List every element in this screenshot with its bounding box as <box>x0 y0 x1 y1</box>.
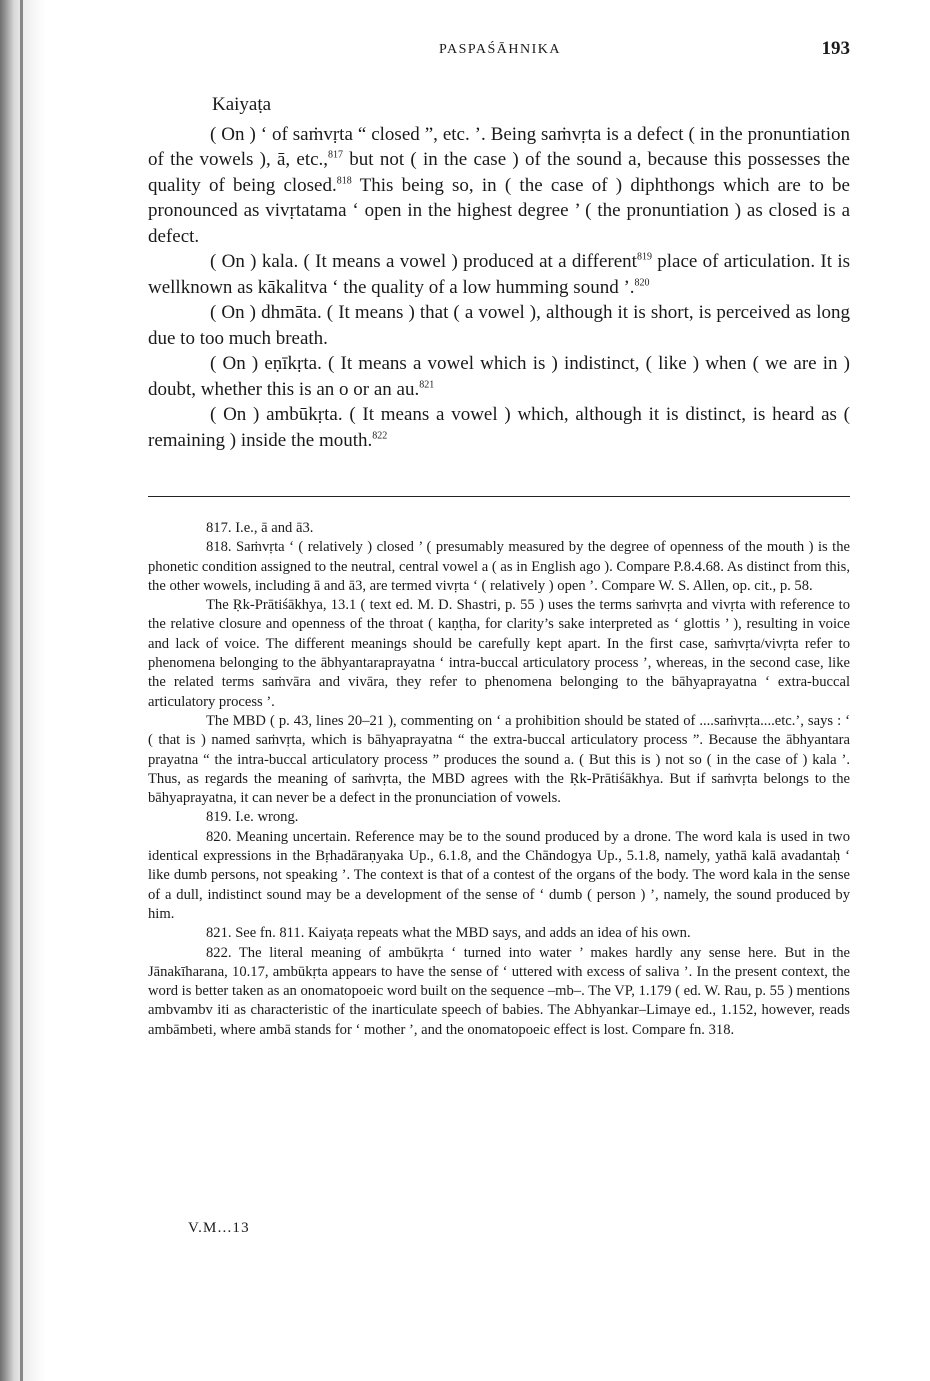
footnote-818: 818. Saṁvṛta ‘ ( relatively ) closed ’ ( presumably measured by the degree of openness of the mouth ) is the phonetic condition assigned to the neutral, central vowel a ( as in English ago ). Compare P.8.4.68. As distinct from this, the other wowels, including ā and ā3, are termed vivṛta ‘ ( relatively ) open ’. Compare W. S. Allen, op. cit., p. 58. <box>148 539 850 594</box>
paragraph-text: ( On ) dhmāta. ( It means ) that ( a vowel ), although it is short, is perceived as long due to too much breath. <box>148 302 850 349</box>
paragraph-ambukrta <box>148 402 850 453</box>
paragraph-dhmata <box>148 300 850 351</box>
paragraph-kala <box>148 249 850 300</box>
speaker-name: Kaiyaṭa <box>212 94 272 115</box>
page-header <box>150 38 850 64</box>
binding-edge <box>20 0 23 1381</box>
footnote-822: 822. The literal meaning of ambūkṛta ‘ turned into water ’ makes hardly any sense here. But in the Jānakīharana, 10.17, ambūkṛta appears to have the sense of ‘ uttered with excess of saliva ’. In the present context, the word is better taken as an onomatopoeic word built on the sequence –mb–. The VP, 1.179 ( ed. W. Rau, p. 55 ) mentions ambvambv iti as characteristic of the inarticulate speech of babies. The Abhyankar–Limaye ed., 1.152, however, reads ambāmbeti, where ambā stands for ‘ mother ’, and the onomatopoeic effect is lost. Compare fn. 318. <box>148 944 850 1038</box>
footnote-819: 819. I.e. wrong. <box>206 809 299 826</box>
page-number: 193 <box>821 38 850 59</box>
footnote-818-cont-2: The MBD ( p. 43, lines 20–21 ), commenting on ‘ a prohibition should be stated of ....saṁvṛta....etc.’, says : ‘ ( that is ) named saṁvṛta, which is bāhyaprayatna “ the extra-buccal articulatory process ”. Because the ābhyantara prayatna “ the intra-buccal articulatory process ” produces the sound a. ( But this is ) not so ( in the case of ) kala ’. Thus, as regards the meaning of saṁvṛta, the MBD agrees with the Ṛk-Prātiśākhya. But if saṁvṛta belongs to the bāhyaprayatna, it can never be a defect in the pronunciation of vowels. <box>148 712 850 807</box>
running-head: PASPAŚĀHNIKA <box>438 42 561 57</box>
paragraph-text: place of articulation. It is wellknown as kākalitva ‘ the quality of a low humming sound ’. <box>148 251 850 298</box>
footnote-ref: 817 <box>328 149 344 161</box>
printer-signature: V.M...13 <box>188 1220 250 1236</box>
footnote-818-cont-1: The Ṛk-Prātiśākhya, 13.1 ( text ed. M. D. Shastri, p. 55 ) uses the terms saṁvṛta and vivṛta with reference to the relative closure and openness of the throat ( kaṇṭha, for clarity’s sake interpreted as ‘ glottis ’ ), resulting in voice and lack of voice. The different meanings should be carefully kept apart. In the first case, saṁvṛta/vivṛta refer to phenomena belonging to the ābhyantaraprayatna ‘ intra-buccal articulatory process ’, whereas, in the second case, like the related terms saṁvāra and vivāra, they refer to phenomena belonging to the bāhyaprayatna ‘ extra-buccal articulatory process ’. <box>148 597 850 710</box>
paragraph-text: but not ( in the case ) of the sound a, because this possesses the quality of being closed. <box>148 149 850 196</box>
footnote-817: 817. I.e., ā and ā3. <box>206 520 314 536</box>
footnote-ref: 822 <box>372 430 388 442</box>
paragraph-samvrta <box>148 122 850 250</box>
main-text <box>148 92 850 453</box>
book-spine-shadow <box>0 0 46 1381</box>
footnote-ref: 818 <box>336 175 352 187</box>
paragraph-enikrta <box>148 351 850 402</box>
footnotes <box>148 519 850 1040</box>
footnote-821: 821. See fn. 811. Kaiyaṭa repeats what the MBD says, and adds an idea of his own. <box>206 925 691 942</box>
footnote-820: 820. Meaning uncertain. Reference may be to the sound produced by a drone. The word kala is used in two identical expressions in the Bṛhadāraṇyaka Up., 6.1.8, and the Chāndogya Up., 5.1.8, namely, yathā kalā avadantaḥ ‘ like dumb persons, not speaking ’. The context is that of a contest of the organs of the body. The word kala in the sense of a dull, indistinct sound may be a development of the sense of ‘ dumb ( person ) ’, namely, the sound produced by him. <box>148 828 850 922</box>
paragraph-text: ( On ) kala. ( It means a vowel ) produced at a different <box>210 251 637 272</box>
paragraph-text: ( On ) ‘ of saṁvṛta “ closed ”, etc. ’. Being saṁvṛta is a defect ( in the pronuntiation of the vowels ), ā, etc., <box>148 123 850 170</box>
footnote-divider <box>148 496 850 497</box>
footnote-ref: 821 <box>419 379 435 391</box>
paragraph-text: ( On ) eṇīkṛta. ( It means a vowel which is ) indistinct, ( like ) when ( we are in ) doubt, whether this is an o or an au. <box>148 353 850 400</box>
paragraph-text: This being so, in ( the case of ) diphthongs which are to be pronounced as vivṛtatama ‘ open in the highest degree ’ ( the pronuntiation ) as closed is a defect. <box>148 174 850 247</box>
paragraph-text: ( On ) ambūkṛta. ( It means a vowel ) which, although it is distinct, is heard as ( remaining ) inside the mouth. <box>148 404 850 451</box>
footnote-ref: 820 <box>634 277 650 289</box>
footnote-ref: 819 <box>636 251 652 263</box>
